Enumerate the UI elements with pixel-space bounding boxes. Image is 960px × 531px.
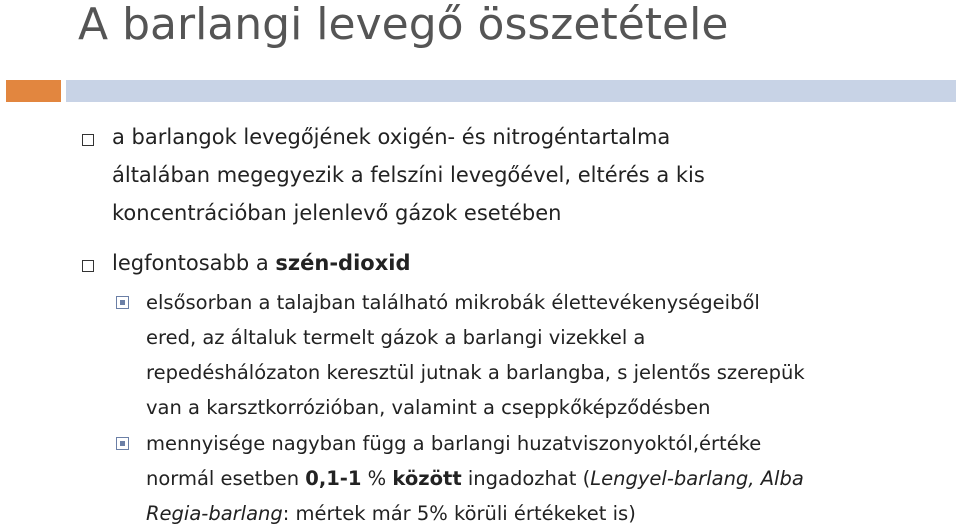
text-run: ingadozhat ( (461, 467, 591, 490)
boxed-square-bullet-icon (116, 437, 129, 450)
subbullet-2-line-2 (146, 461, 804, 496)
square-bullet-icon (82, 260, 94, 272)
subbullet-1-line-3: repedéshálózaton keresztül jutnak a barlangba, s jelentős szerepük (146, 361, 805, 384)
subbullet-1-line-2: ered, az általuk termelt gázok a barlangi vizekkel a (146, 326, 646, 349)
bullet-2-text: legfontosabb a (112, 251, 276, 275)
square-bullet-icon (82, 134, 94, 146)
bullet-1-line-2: általában megegyezik a felszíni levegőével, eltérés a kis (112, 163, 705, 187)
text-run: normál esetben (146, 467, 306, 490)
subbullet-2 (146, 426, 804, 531)
title-divider-bar (66, 80, 956, 102)
value-range: 0,1-1 (305, 467, 362, 490)
slide-title: A barlangi levegő összetétele (78, 0, 729, 50)
cave-name-italic: Regia-barlang (146, 502, 283, 525)
boxed-square-bullet-icon (116, 296, 129, 309)
cave-names-italic: Lengyel-barlang, Alba (590, 467, 804, 490)
bullet-2-line (112, 244, 410, 282)
percent-sign: % (361, 467, 393, 490)
bullet-1-line-1: a barlangok levegőjének oxigén- és nitrogéntartalma (112, 125, 671, 149)
subbullet-1 (146, 285, 805, 425)
text-run: : mértek már 5% körüli értékeket is) (282, 502, 636, 525)
bullet-1-line-3: koncentrációban jelenlevő gázok esetében (112, 201, 562, 225)
bullet-2 (112, 244, 410, 282)
title-accent-bar (6, 80, 61, 102)
bullet-1 (112, 118, 705, 232)
bullet-2-bold-term: szén-dioxid (275, 251, 411, 275)
subbullet-1-line-1: elsősorban a talajban található mikrobák élettevékenységeiből (146, 291, 760, 314)
subbullet-2-line-1: mennyisége nagyban függ a barlangi huzatviszonyoktól,értéke (146, 432, 762, 455)
subbullet-1-line-4: van a karsztkorrózióban, valamint a cseppkőképződésben (146, 396, 711, 419)
bold-word: között (392, 467, 462, 490)
